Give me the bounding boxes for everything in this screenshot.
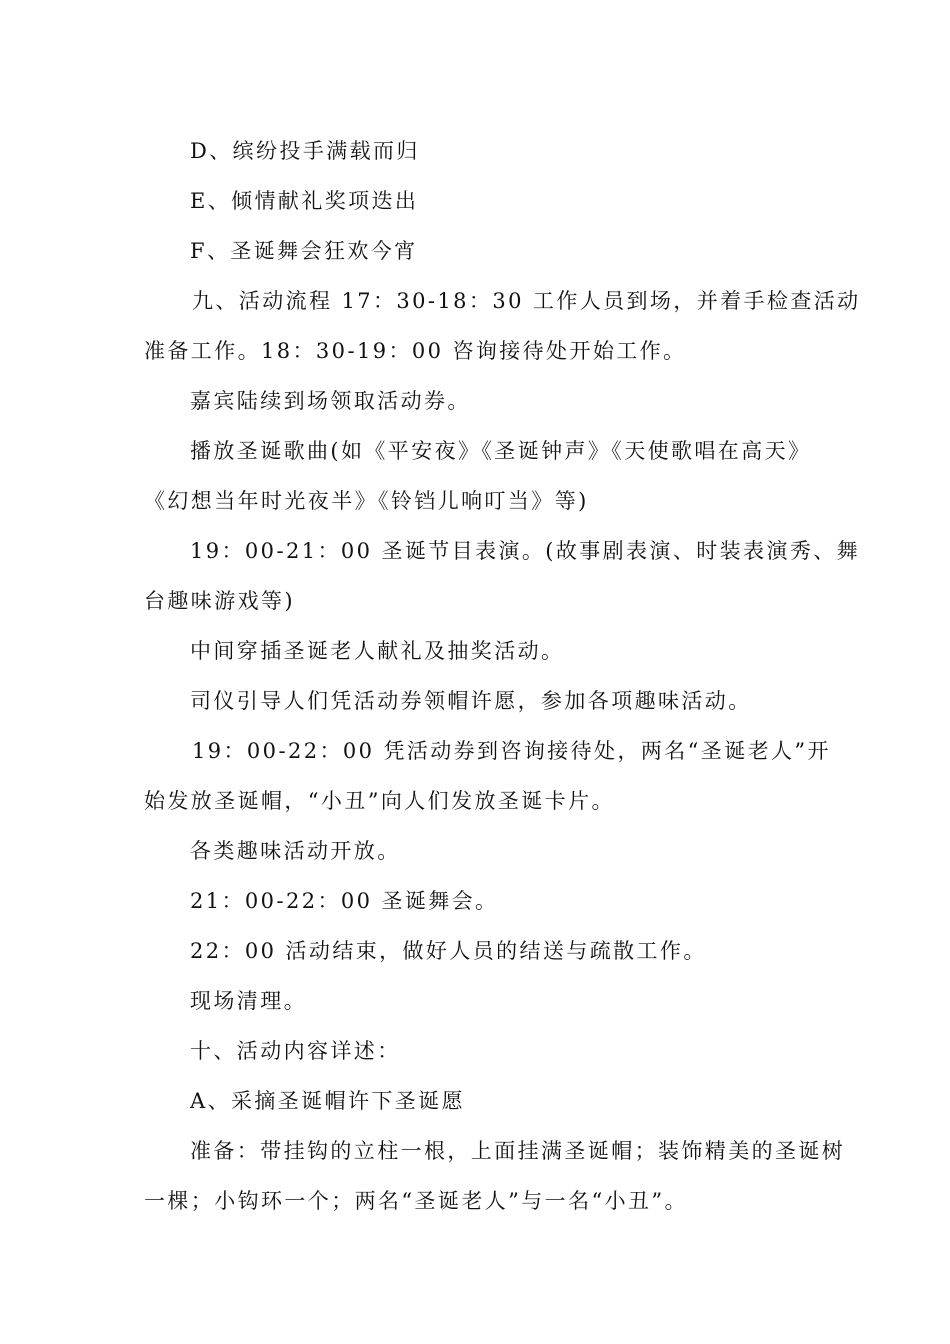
subsection-heading: A、采摘圣诞帽许下圣诞愿: [190, 1089, 465, 1113]
paragraph-line: 各类趣味活动开放。: [190, 839, 401, 863]
paragraph-line: 19：00-21：00 圣诞节目表演。(故事剧表演、时装表演秀、舞: [190, 539, 861, 563]
paragraph-line: 《幻想当年时光夜半》《铃铛儿响叮当》等): [144, 489, 589, 513]
paragraph-line: F、圣诞舞会狂欢今宵: [190, 239, 418, 263]
paragraph-line: 台趣味游戏等): [144, 589, 295, 613]
paragraph-line: 司仪引导人们凭活动券领帽许愿，参加各项趣味活动。: [190, 689, 752, 713]
paragraph-line: 播放圣诞歌曲(如《平安夜》《圣诞钟声》《天使歌唱在高天》: [190, 439, 812, 463]
paragraph-line: 准备：带挂钩的立柱一根，上面挂满圣诞帽；装饰精美的圣诞树: [190, 1139, 846, 1163]
paragraph-line: 一棵；小钩环一个；两名“圣诞老人”与一名“小丑”。: [144, 1189, 688, 1213]
paragraph-line: E、倾情献礼奖项迭出: [190, 189, 419, 213]
paragraph-line: 22：00 活动结束，做好人员的结送与疏散工作。: [190, 939, 707, 963]
paragraph-line: 现场清理。: [190, 989, 307, 1013]
paragraph-line: 中间穿插圣诞老人献礼及抽奖活动。: [190, 639, 565, 663]
paragraph-line: 九、活动流程 17：30-18：30 工作人员到场，并着手检查活动: [192, 289, 861, 313]
paragraph-line: 准备工作。18：30-19：00 咨询接待处开始工作。: [144, 339, 687, 363]
paragraph-line: D、缤纷投手满载而归: [190, 139, 420, 163]
paragraph-line: 嘉宾陆续到场领取活动券。: [190, 389, 471, 413]
paragraph-line: 始发放圣诞帽，“小丑”向人们发放圣诞卡片。: [144, 789, 615, 813]
paragraph-line: 19：00-22：00 凭活动券到咨询接待处，两名“圣诞老人”开: [192, 739, 831, 763]
section-heading: 十、活动内容详述：: [190, 1039, 401, 1063]
paragraph-line: 21：00-22：00 圣诞舞会。: [190, 889, 499, 913]
